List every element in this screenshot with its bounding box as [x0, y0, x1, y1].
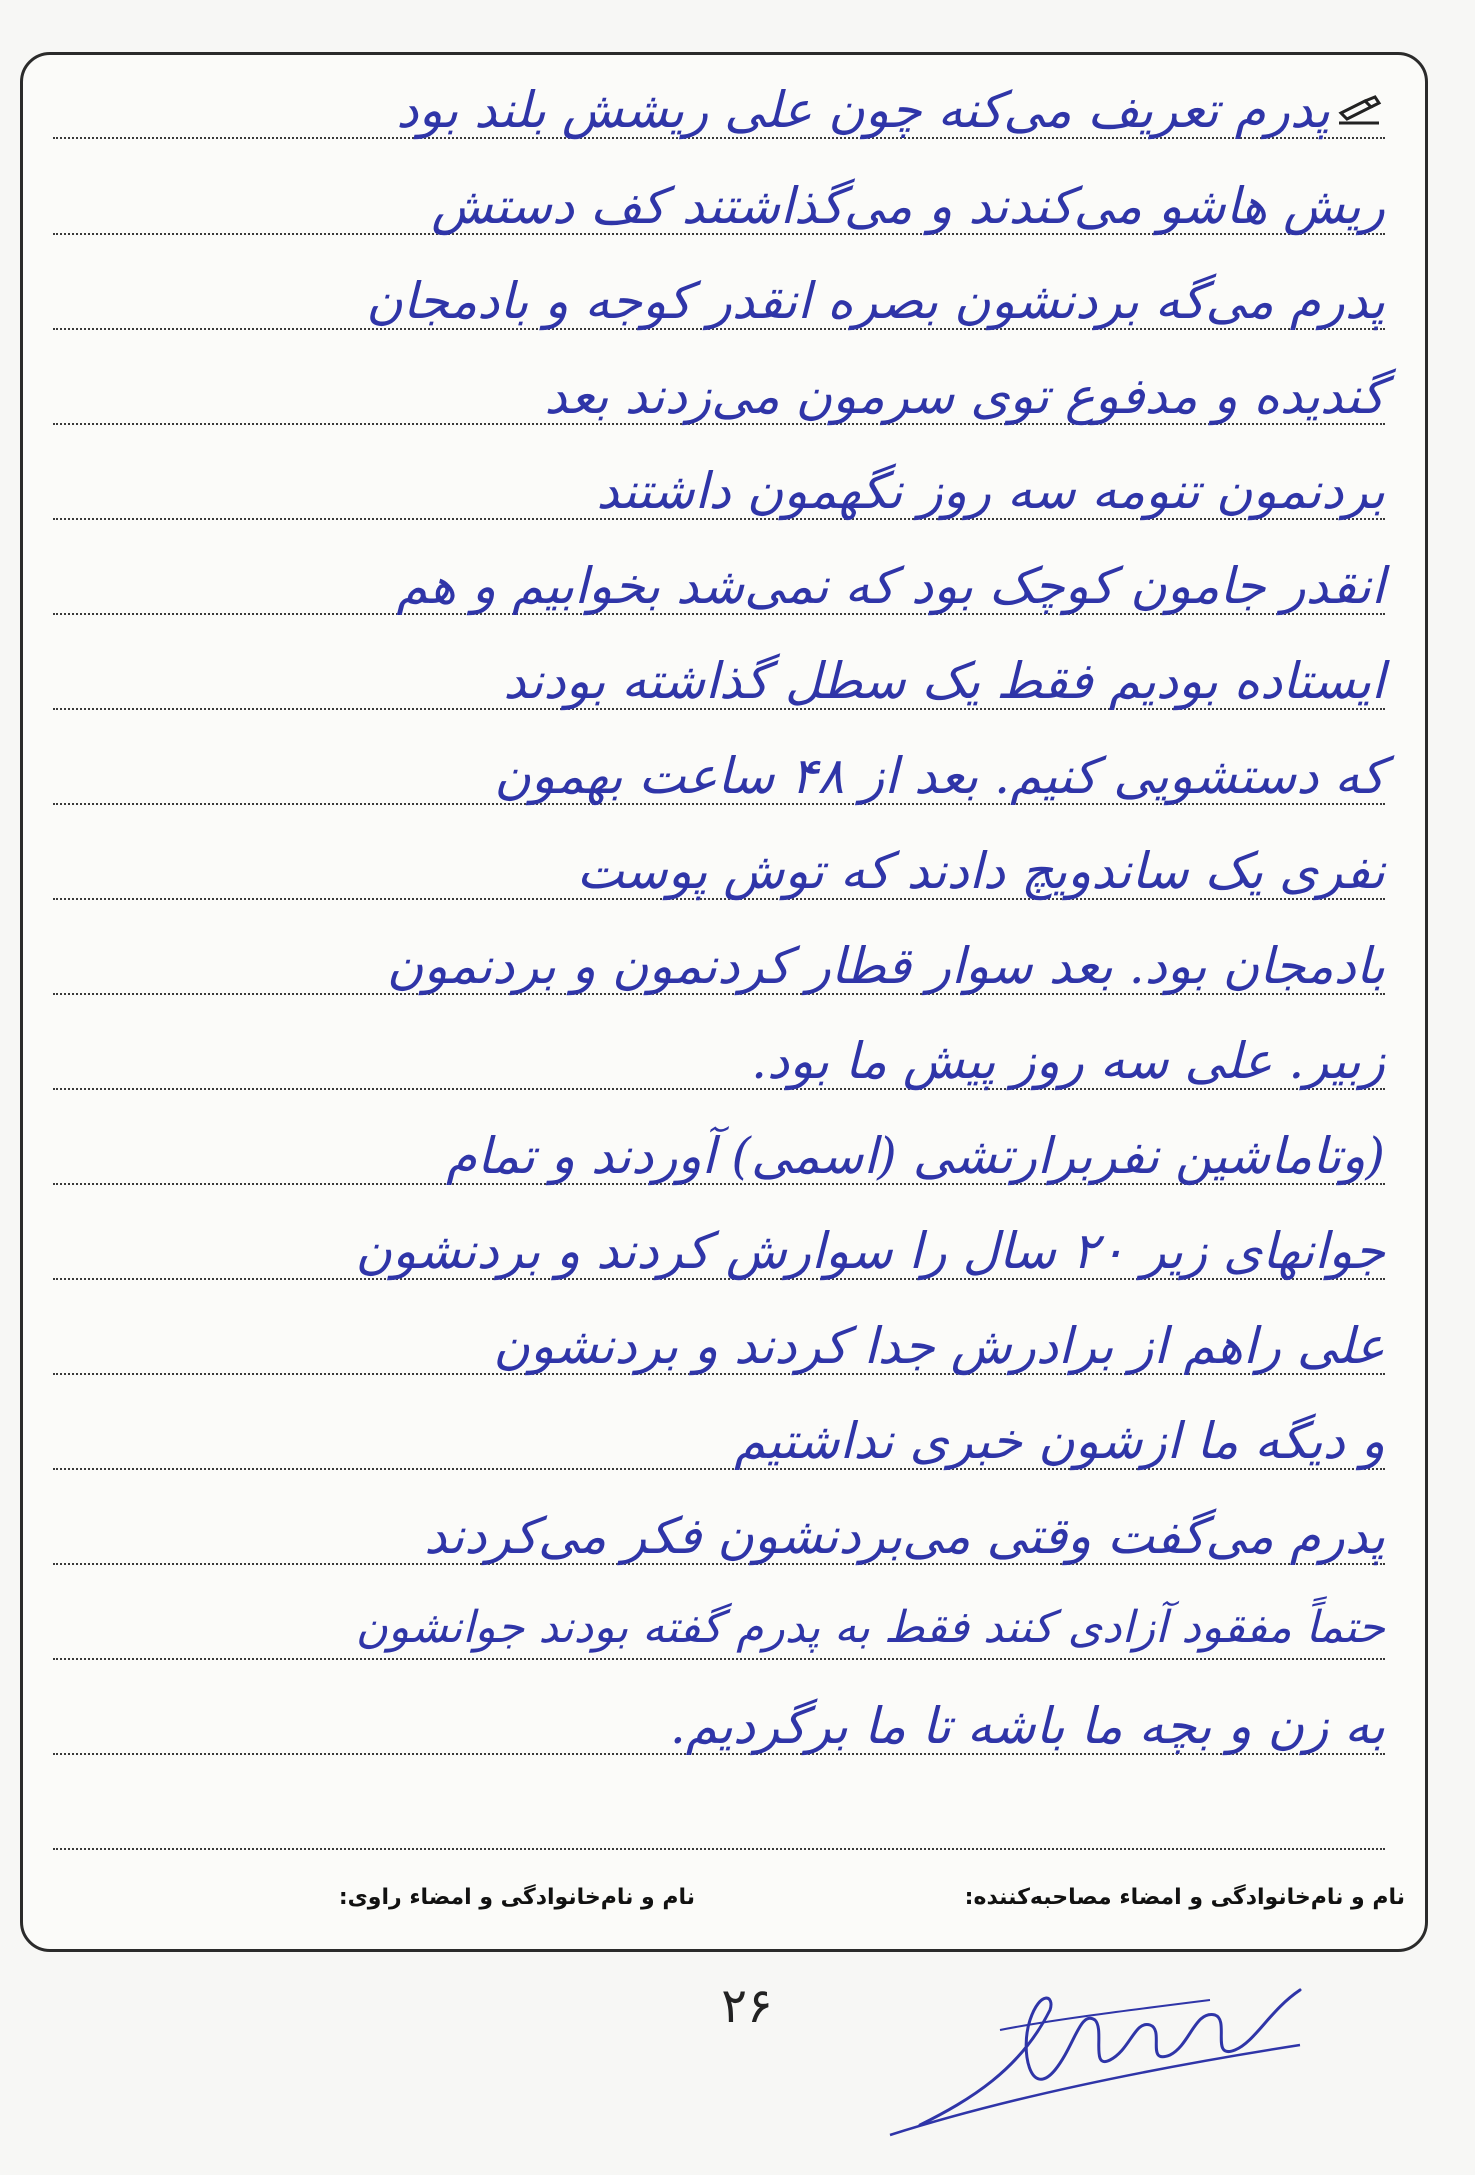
handwritten-line: گندیده و مدفوع توی سرمون می‌زدند بعد — [544, 367, 1385, 425]
handwritten-line: (وتاماشین نفربرارتشی (اسمی) آوردند و تمام — [445, 1127, 1385, 1185]
signature-image — [880, 1950, 1320, 2140]
handwritten-line: پدرم می‌گفت وقتی می‌بردنشون فکر می‌کردند — [424, 1507, 1385, 1565]
page-number: ۲۶ — [721, 1978, 773, 2034]
ruled-line — [53, 1848, 1385, 1850]
pen-icon — [1335, 93, 1383, 129]
handwritten-line: ریش هاشو می‌کندند و می‌گذاشتند کف دستش — [431, 177, 1385, 235]
ruled-line — [53, 1658, 1385, 1660]
interviewer-signature-label: نام و نام‌خانوادگی و امضاء مصاحبه‌کننده: — [964, 1885, 1405, 1910]
handwritten-line: بردنمون تنومه سه روز نگهمون داشتند — [596, 462, 1385, 520]
narrator-signature-label: نام و نام‌خانوادگی و امضاء راوی: — [338, 1885, 695, 1910]
handwritten-line: جوانهای زیر ۲۰ سال را سوارش کردند و بردنشون — [355, 1222, 1385, 1280]
handwritten-line: بادمجان بود. بعد سوار قطار کردنمون و بردنمون — [386, 937, 1385, 995]
handwritten-line: زبیر. علی سه روز پیش ما بود. — [751, 1032, 1385, 1090]
handwritten-line: پدرم می‌گه بردنشون بصره انقدر کوجه و بادمجان — [366, 272, 1385, 330]
handwritten-line: پدرم تعریف می‌کنه چون علی ریشش بلند بود — [396, 81, 1330, 139]
handwritten-line: علی راهم از برادرش جدا کردند و بردنشون — [493, 1317, 1385, 1375]
document-frame — [20, 52, 1428, 1952]
handwritten-line: حتماً مفقود آزادی کنند فقط به پدرم گفته بودند جوانشون — [355, 1602, 1385, 1653]
handwritten-line: که دستشویی کنیم. بعد از ۴۸ ساعت بهمون — [494, 747, 1385, 805]
handwritten-line: انقدر جامون کوچک بود که نمی‌شد بخوابیم و هم — [396, 557, 1385, 615]
handwritten-line: ایستاده بودیم فقط یک سطل گذاشته بودند — [503, 652, 1385, 710]
handwritten-line: به زن و بچه ما باشه تا ما برگردیم. — [669, 1697, 1385, 1755]
handwritten-line: نفری یک ساندویچ دادند که توش پوست — [576, 842, 1385, 900]
handwritten-line: و دیگه ما ازشون خبری نداشتیم — [734, 1412, 1385, 1470]
